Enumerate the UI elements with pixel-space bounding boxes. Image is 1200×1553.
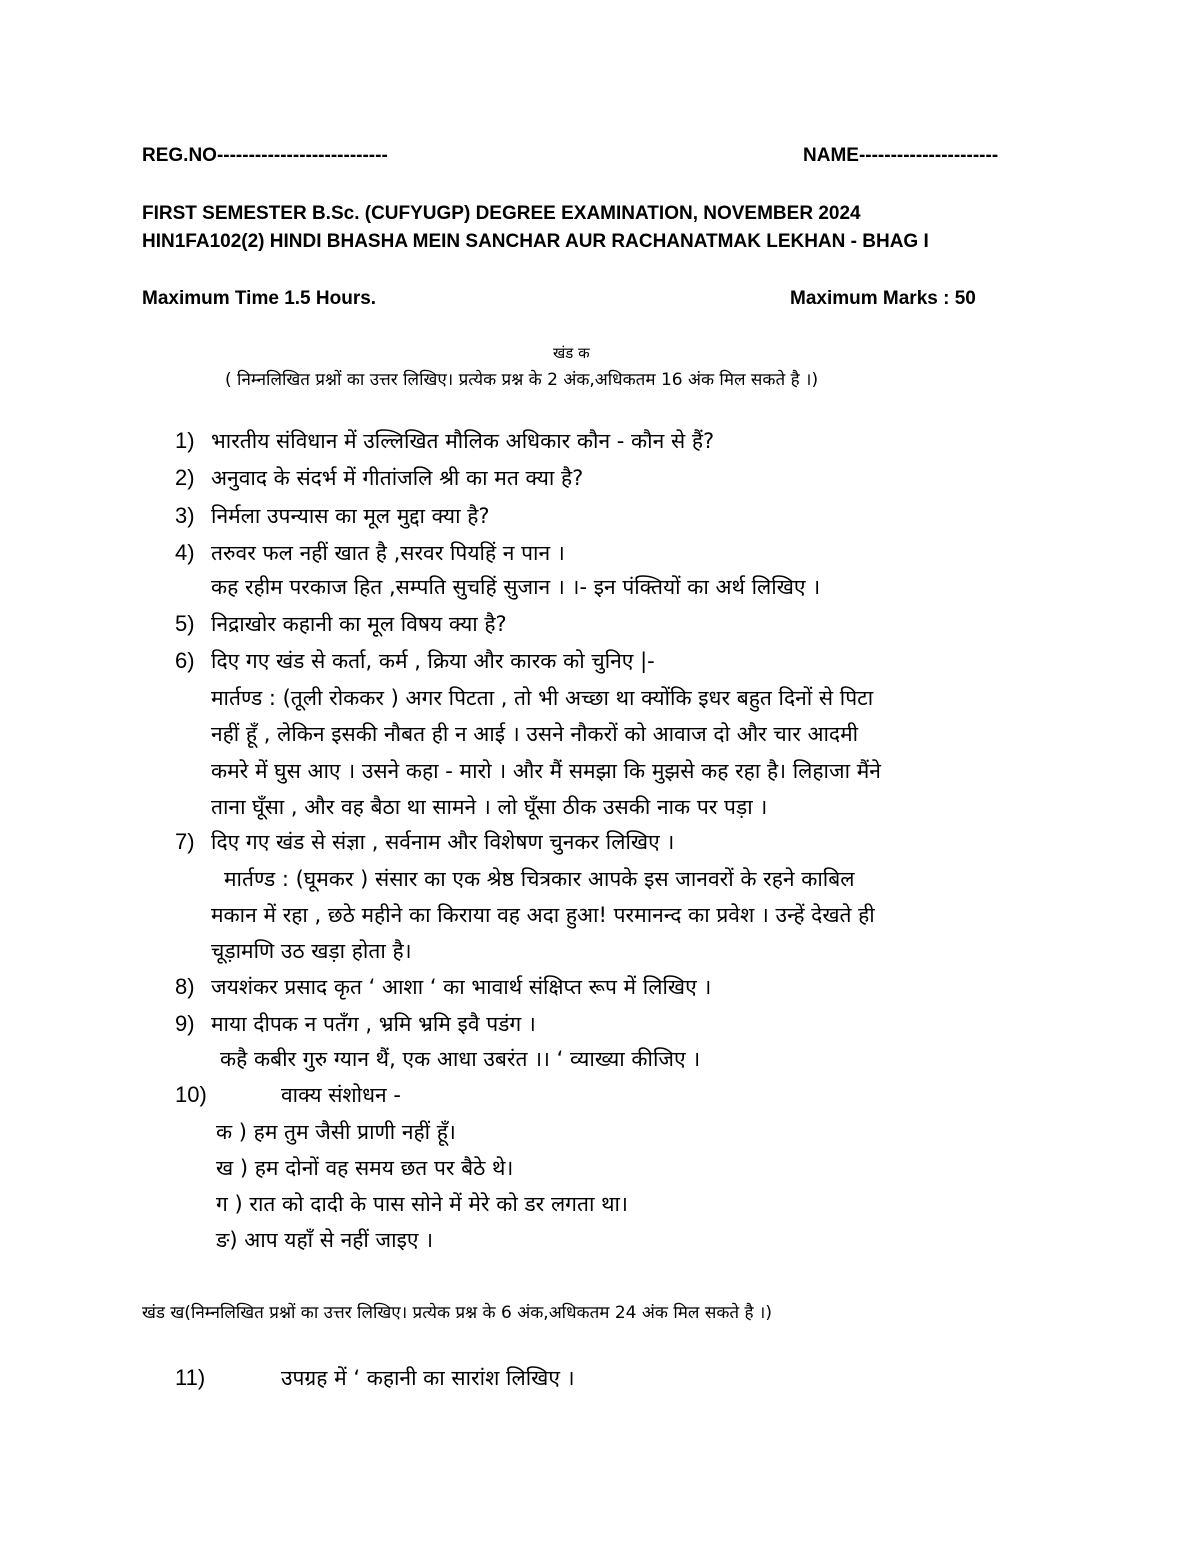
question-text: जयशंकर प्रसाद कृत ‘ आशा ‘ का भावार्थ संक्षिप्त रूप में लिखिए । xyxy=(211,975,712,999)
question-number: 6) xyxy=(175,648,195,673)
section-a-title: खंड क xyxy=(553,344,590,362)
exam-title: FIRST SEMESTER B.Sc. (CUFYUGP) DEGREE EXAMINATION, NOVEMBER 2024 xyxy=(142,203,861,224)
question-3 xyxy=(175,502,490,530)
question-10 xyxy=(175,1081,401,1109)
question-1 xyxy=(175,427,714,455)
question-10-part-a: क ) हम तुम जैसी प्राणी नहीं हूँ। xyxy=(216,1120,456,1144)
question-text: अनुवाद के संदर्भ में गीतांजलि श्री का मत क्या है? xyxy=(211,466,584,490)
question-number: 9) xyxy=(175,1011,195,1036)
section-a-instruction: ( निम्नलिखित प्रश्नों का उत्तर लिखिए। प्रत्येक प्रश्न के 2 अंक,अधिकतम 16 अंक मिल सकते है ।) xyxy=(225,370,819,390)
question-number: 3) xyxy=(175,503,195,528)
name-field: NAME---------------------- xyxy=(803,145,999,166)
question-number: 4) xyxy=(175,540,195,565)
question-4-line-2: कह रहीम परकाज हित ,सम्पति सुचहिं सुजान । ।- इन पंक्तियों का अर्थ लिखिए । xyxy=(211,575,821,599)
max-marks: Maximum Marks : 50 xyxy=(790,288,976,309)
question-9 xyxy=(175,1010,536,1038)
question-6-line-5: ताना घूँसा , और वह बैठा था सामने । लो घूँसा ठीक उसकी नाक पर पड़ा । xyxy=(211,795,768,819)
question-text: तरुवर फल नहीं खात है ,सरवर पियहिं न पान । xyxy=(211,541,565,565)
question-text: माया दीपक न पतँग , भ्रमि भ्रमि इवै पडंग । xyxy=(211,1012,536,1036)
question-number: 8) xyxy=(175,974,195,999)
question-text: उपग्रह में ‘ कहानी का सारांश लिखिए । xyxy=(281,1366,575,1390)
max-time: Maximum Time 1.5 Hours. xyxy=(142,288,377,309)
question-7 xyxy=(175,828,674,856)
question-text: दिए गए खंड से कर्ता, कर्म , क्रिया और कारक को चुनिए |- xyxy=(211,649,655,673)
question-9-line-2: कहै कबीर गुरु ग्यान थैं, एक आधा उबरंत ।। ‘ व्याख्या कीजिए । xyxy=(220,1047,701,1071)
question-7-line-4: चूड़ामणि उठ खड़ा होता है। xyxy=(211,939,412,963)
question-10-part-d: ङ) आप यहाँ से नहीं जाइए । xyxy=(216,1228,434,1252)
question-7-line-2: मार्तण्ड : (घूमकर ) संसार का एक श्रेष्ठ चित्रकार आपके इस जानवरों के रहने काबिल xyxy=(224,867,855,891)
question-10-part-b: ख ) हम दोनों वह समय छत पर बैठे थे। xyxy=(216,1156,514,1180)
question-8 xyxy=(175,973,711,1001)
question-4 xyxy=(175,539,565,567)
question-6-line-3: नहीं हूँ , लेकिन इसकी नौबत ही न आई । उसने नौकरों को आवाज दो और चार आदमी xyxy=(211,722,859,746)
question-number: 7) xyxy=(175,829,195,854)
question-11 xyxy=(175,1364,575,1392)
course-title: HIN1FA102(2) HINDI BHASHA MEIN SANCHAR AUR RACHANATMAK LEKHAN - BHAG I xyxy=(142,231,929,252)
question-text: वाक्य संशोधन - xyxy=(281,1083,401,1107)
question-text: निद्राखोर कहानी का मूल विषय क्या है? xyxy=(211,612,507,636)
question-6 xyxy=(175,647,655,675)
question-number: 10) xyxy=(175,1082,207,1107)
question-7-line-3: मकान में रहा , छठे महीने का किराया वह अदा हुआ! परमानन्द का प्रवेश । उन्हें देखते ही xyxy=(211,903,875,927)
question-5 xyxy=(175,610,507,638)
question-2 xyxy=(175,464,583,492)
section-b-instruction: खंड ख(निम्नलिखित प्रश्नों का उत्तर लिखिए। प्रत्येक प्रश्न के 6 अंक,अधिकतम 24 अंक मिल सकते है ।) xyxy=(142,1303,772,1323)
question-10-part-c: ग ) रात को दादी के पास सोने में मेरे को डर लगता था। xyxy=(216,1192,628,1216)
reg-no-field: REG.NO--------------------------- xyxy=(142,145,388,166)
question-number: 5) xyxy=(175,611,195,636)
question-number: 1) xyxy=(175,428,195,453)
question-text: भारतीय संविधान में उल्लिखित मौलिक अधिकार कौन - कौन से हैं? xyxy=(211,429,715,453)
question-number: 2) xyxy=(175,465,195,490)
question-text: निर्मला उपन्यास का मूल मुद्दा क्या है? xyxy=(211,504,490,528)
question-text: दिए गए खंड से संज्ञा , सर्वनाम और विशेषण चुनकर लिखिए । xyxy=(211,830,675,854)
question-6-line-2: मार्तण्ड : (तूली रोककर ) अगर पिटता , तो भी अच्छा था क्योंकि इधर बहुत दिनों से पिटा xyxy=(211,686,874,710)
question-6-line-4: कमरे में घुस आए । उसने कहा - मारो । और मैं समझा कि मुझसे कह रहा है। लिहाजा मैंने xyxy=(211,759,881,783)
question-number: 11) xyxy=(175,1365,206,1390)
